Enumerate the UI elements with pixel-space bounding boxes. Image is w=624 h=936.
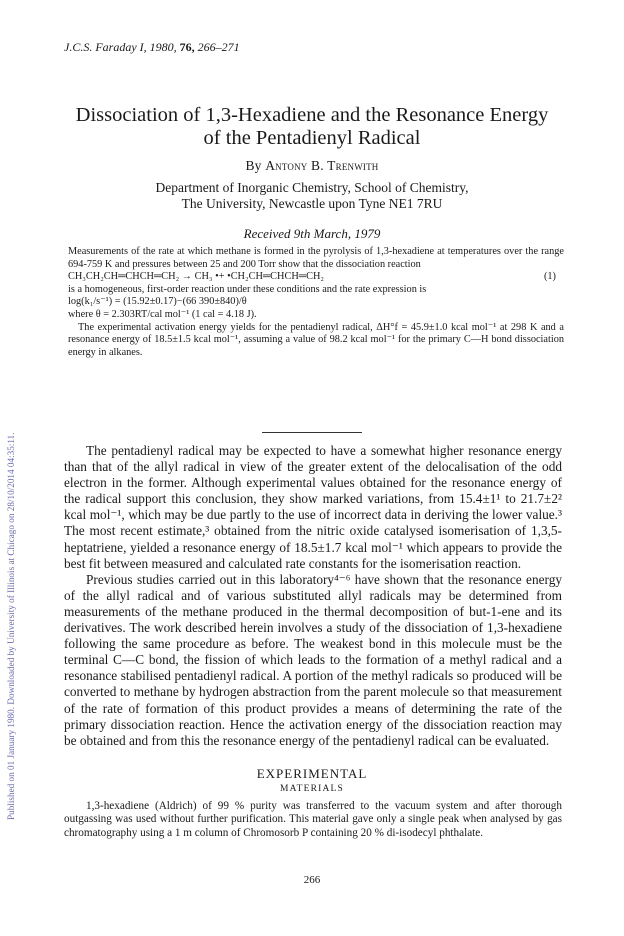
abstract-paragraph-1: Measurements of the rate at which methane is formed in the pyrolysis of 1,3-hexadiene at temperatures over the range 694-759 K and pressures between 25 and 200 Torr show that the dissociation reaction xyxy=(68,246,564,270)
rate-expression: log(k₁/s⁻¹) = (15.92±0.17)−(66 390±840)/θ xyxy=(68,296,247,308)
author-name: Antony B. Trenwith xyxy=(265,158,379,173)
article-title xyxy=(40,104,584,150)
affiliation-line-1: Department of Inorganic Chemistry, School of Chemistry, xyxy=(155,180,469,195)
journal-pages: 266–271 xyxy=(197,40,240,54)
section-subheading: MATERIALS xyxy=(279,784,345,794)
journal-year: 1980, xyxy=(149,40,177,54)
reaction-equation-number: (1) xyxy=(543,271,556,283)
received-date: Received 9th March, 1979 xyxy=(243,226,381,241)
author-line xyxy=(40,158,584,174)
journal-volume: 76, xyxy=(179,40,195,54)
title-line-2: of the Pentadienyl Radical xyxy=(203,127,421,149)
abstract xyxy=(68,246,564,359)
body-paragraph-2: Previous studies carried out in this laboratory⁴⁻⁶ have shown that the resonance energy of the allyl radical and of various substituted allyl radicals may be determined from measurements of the methane produced in the thermal decomposition of but-1-ene and its derivatives. The work described herein involves a study of the dissociation of 1,3-hexadiene following the same procedure as before. The weakest bond in this molecule must be the terminal C—C bond, the fission of which leads to the formation of a methyl radical and a resonance stabilised pentadienyl radical. A portion of the methyl radicals so produced will be converted to methane by hydrogen abstraction from the parent molecule so that measurement of the rate of formation of this product provides a means of determining the rate of the primary dissociation reaction. Hence the activation energy of the dissociation reaction may be obtained and from this the resonance energy of the pentadienyl radical can be evaluated. xyxy=(64,571,562,748)
abstract-paragraph-4: The experimental activation energy yields for the pentadienyl radical, ΔH°f = 45.9±1.0 kcal mol⁻¹ at 298 K and a resonance energy of 18.5±1.5 kcal mol⁻¹, assuming a value of 98.2 kcal mol⁻¹ for the primary C—H bond dissociation energy in alkanes. xyxy=(68,321,564,358)
reaction-equation-text: CH₃CH₂CH═CHCH═CH₂ → CH₃ •+ •CH₂CH═CHCH═CH₂ xyxy=(68,271,324,283)
materials-text xyxy=(64,800,562,840)
body-paragraph-1: The pentadienyl radical may be expected to have a somewhat higher resonance energy than that of the allyl radical in view of the greater extent of the delocalisation of the odd electron in the former. Although experimental values obtained for the resonance energy of the radical support this conclusion, they show marked variations, from 15.4±1¹ to 21.7±2² kcal mol⁻¹, which may be due partly to the use of incorrect data in deriving the lower value.³ The most recent estimate,³ obtained from the nitric oxide catalysed isomerisation of 1,3,5-heptatriene, yielded a resonance energy of 18.5±1.7 kcal mol⁻¹ which appears to provide the best fit between measured and calculated rate constants for the isomerisation reaction. xyxy=(64,443,562,571)
journal-name: J.C.S. Faraday I, xyxy=(64,40,147,54)
journal-citation xyxy=(64,40,240,55)
download-watermark-text: Published on 01 January 1980. Downloaded by University of Illinois at Chicago on 28/10/2014 04:35:11. xyxy=(6,432,16,820)
introduction-text xyxy=(64,443,562,749)
affiliation xyxy=(40,180,584,212)
page-number: 266 xyxy=(303,874,321,886)
abstract-paragraph-3: where θ = 2.303RT/cal mol⁻¹ (1 cal = 4.18 J). xyxy=(68,308,257,320)
download-watermark xyxy=(4,120,18,820)
reaction-equation xyxy=(68,271,564,284)
title-line-1: Dissociation of 1,3-Hexadiene and the Resonance Energy xyxy=(75,104,549,126)
materials-paragraph: 1,3-hexadiene (Aldrich) of 99 % purity was transferred to the vacuum system and after thorough outgassing was used without further purification. This material gave only a single peak when analysed by gas chromatography using a 1 m column of Chromosorb P containing 20 % di-isodecyl phthalate. xyxy=(64,800,562,839)
abstract-paragraph-2: is a homogeneous, first-order reaction under these conditions and the rate expression is xyxy=(68,283,427,295)
abstract-divider xyxy=(262,432,362,433)
section-heading: EXPERIMENTAL xyxy=(256,766,368,781)
affiliation-line-2: The University, Newcastle upon Tyne NE1 7RU xyxy=(181,196,443,211)
author-prefix: By xyxy=(245,158,262,173)
